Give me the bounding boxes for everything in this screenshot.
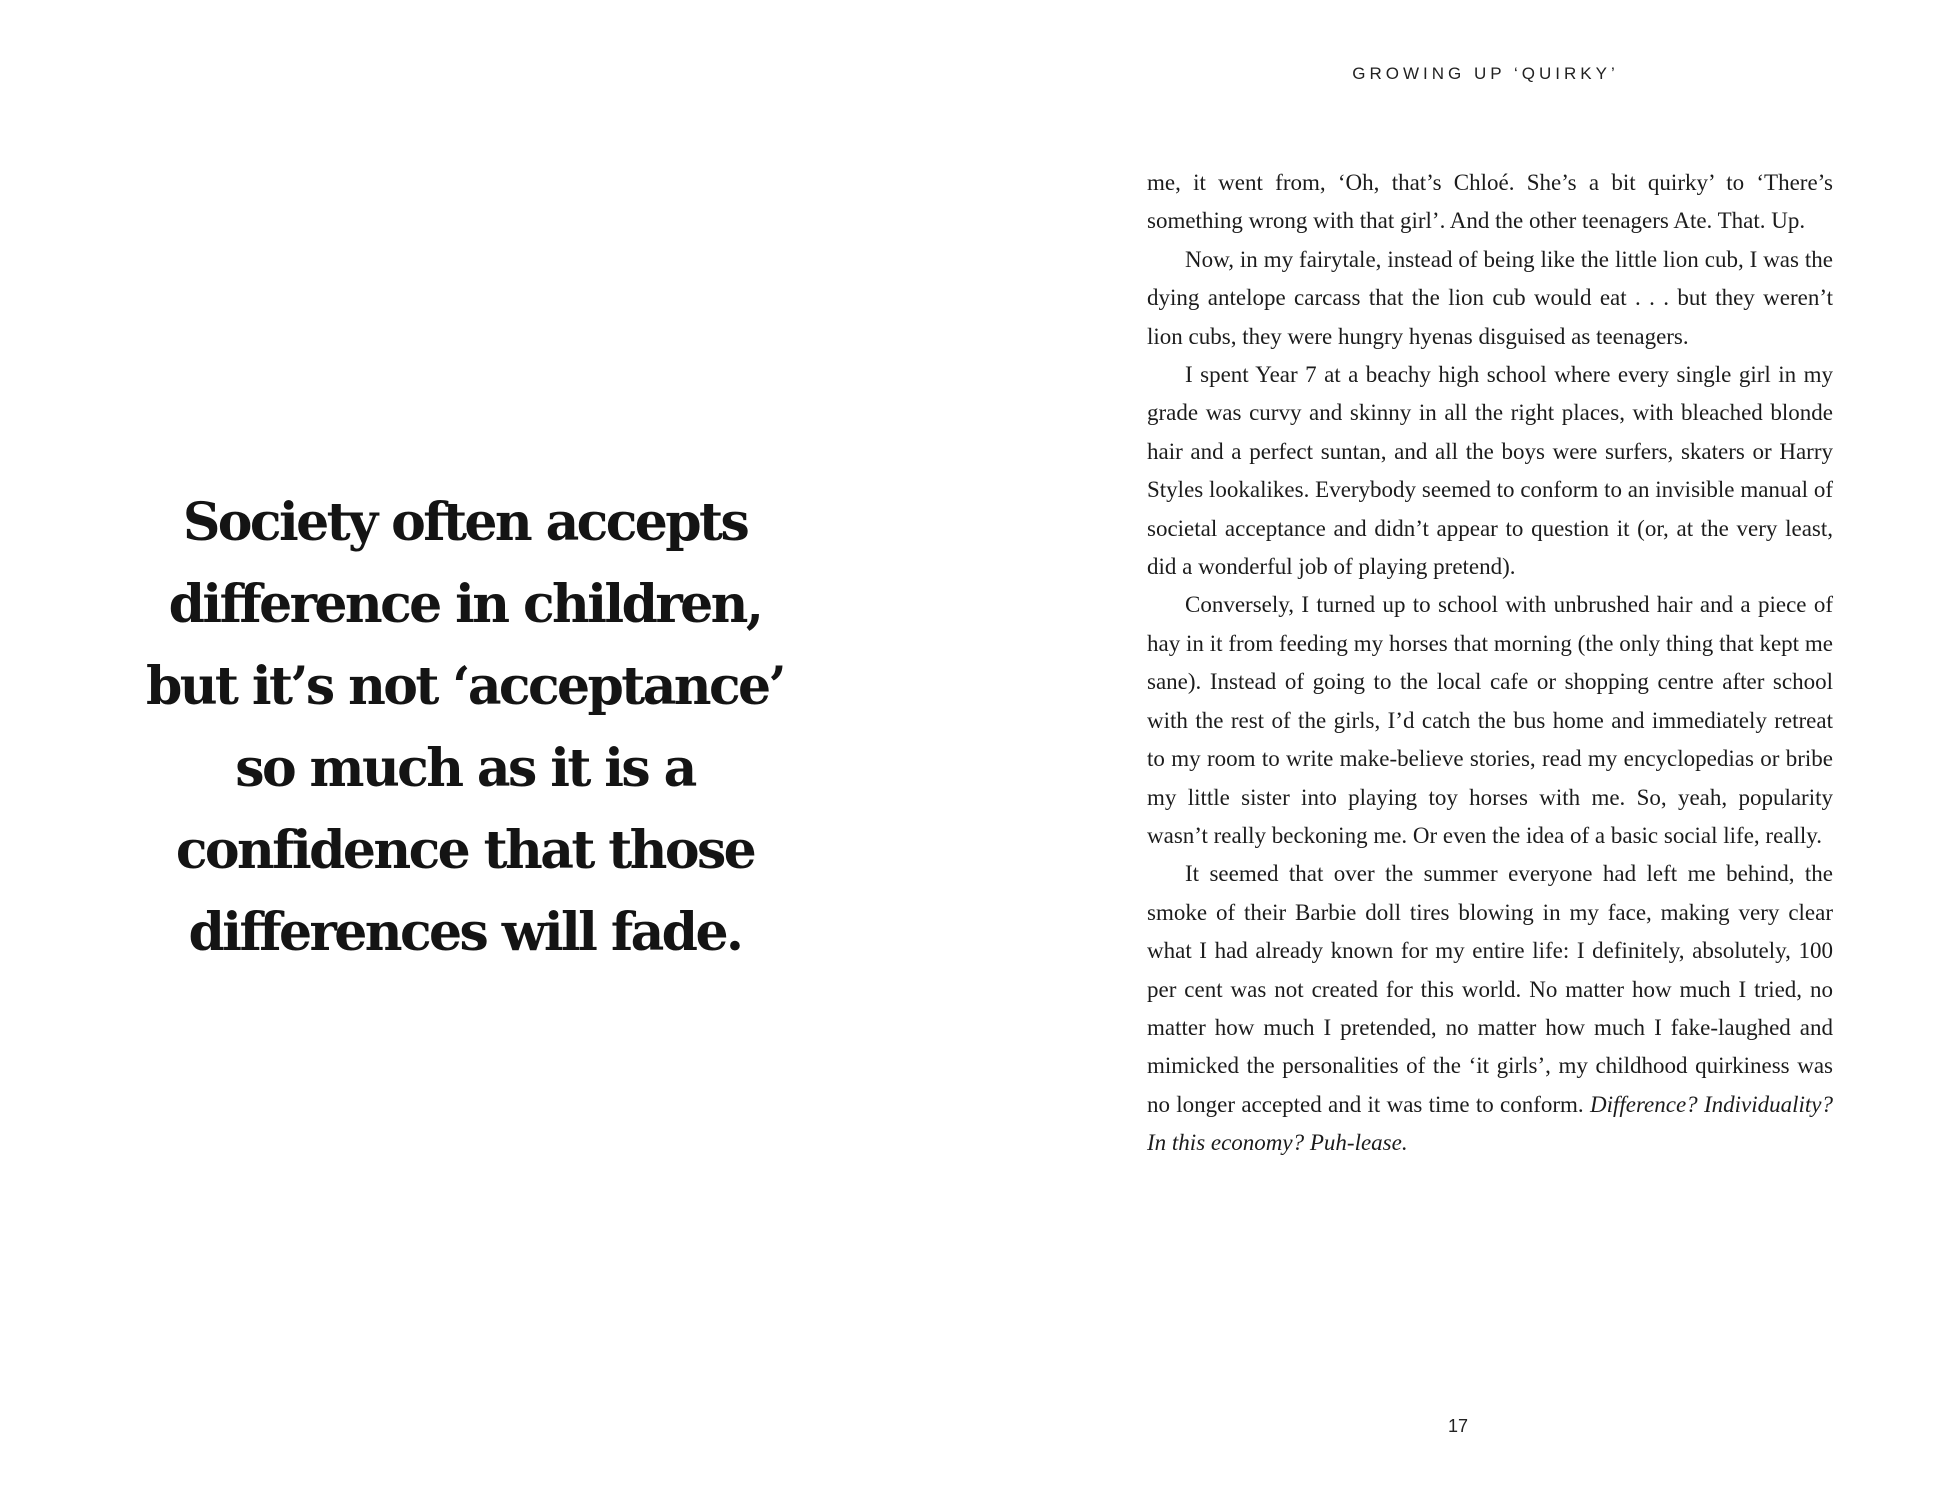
body-text: [1147, 164, 1833, 1163]
paragraph: [1147, 855, 1833, 1162]
pull-quote-line: confidence that those: [175, 820, 755, 881]
running-head: GROWING UP ‘QUIRKY’: [1352, 64, 1619, 83]
italic-phrase: Difference? Individuality? In this economy? Puh-lease.: [1147, 1091, 1833, 1156]
page-number: 17: [1447, 1416, 1469, 1436]
paragraph: I spent Year 7 at a beachy high school where every single girl in my grade was curvy and skinny in all the right places, with bleached blonde hair and a perfect suntan, and all the boys were surfers, skaters or Harry Styles lookalikes. Everybody seemed to conform to an invisible manual of societal acceptance and didn’t appear to question it (or, at the very least, did a wonderful job of playing pretend).: [1147, 362, 1833, 580]
paragraph: Now, in my fairytale, instead of being like the little lion cub, I was the dying antelope carcass that the lion cub would eat . . . but they weren’t lion cubs, they were hungry hyenas disguised as teenagers.: [1147, 246, 1833, 349]
pull-quote-line: but it’s not ‘acceptance’: [145, 656, 785, 717]
paragraph: Conversely, I turned up to school with unbrushed hair and a piece of hay in it from feeding my horses that morning (the only thing that kept me sane). Instead of going to the local cafe or shopping centre after school with the rest of the girls, I’d catch the bus home and immediately retreat to my room to write make-believe stories, read my encyclopedias or bribe my little sister into playing toy horses with me. So, yeah, popularity wasn’t really beckoning me. Or even the idea of a basic social life, really.: [1147, 592, 1833, 848]
right-page: [973, 0, 1946, 1488]
paragraph-text: It seemed that over the summer everyone had left me behind, the smoke of their Barbie doll tires blowing in my face, making very clear what I had already known for my entire life: I definitely, absolutely, 100 per cent was not created for this world. No matter how much I tried, no matter how much I pretended, no matter how much I fake-laughed and mimicked the personalities of the ‘it girls’, my childhood quirkiness was no longer accepted and it was time to conform.: [1147, 861, 1833, 1117]
pull-quote-line: difference in children,: [168, 574, 762, 635]
pull-quote-line: Society often accepts: [182, 492, 748, 553]
pull-quote: [120, 482, 810, 974]
pull-quote-line: so much as it is a: [235, 738, 695, 799]
paragraph: me, it went from, ‘Oh, that’s Chloé. She’s a bit quirky’ to ‘There’s something wrong with that girl’. And the other teenagers Ate. That. Up.: [1147, 170, 1833, 234]
pull-quote-line: differences will fade.: [188, 902, 742, 963]
